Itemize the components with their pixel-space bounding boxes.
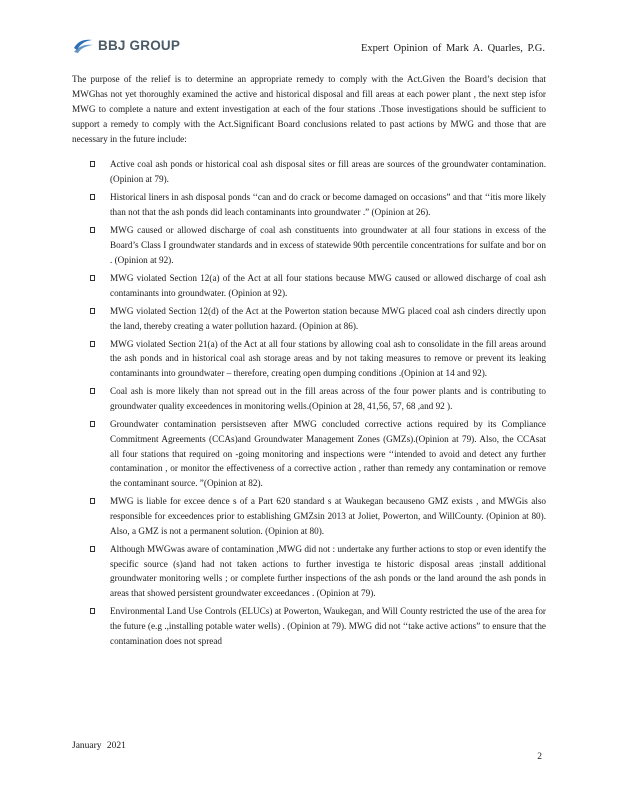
list-item [72,417,546,491]
bullet-icon [90,161,95,167]
list-item-text: Environmental Land Use Controls (ELUCs) at Powerton, Waukegan, and Will County restricted the use of the area for the future (e.g .,installing potable water wells) . (Opinion at 79). MWG did not ‘‘take active actions” to ensure that the contamination does not spread [110,606,546,646]
list-item [72,604,546,648]
logo-text: BBJ GROUP [98,37,181,53]
document-header: Expert Opinion of Mark A. Quarles, P.G. [360,43,545,54]
bullet-icon [90,275,95,281]
list-item [72,157,546,186]
list-item [72,542,546,601]
bullet-icon [90,341,95,347]
company-logo [72,36,180,54]
list-item-text: Active coal ash ponds or historical coal ash disposal sites or fill areas are sources of the groundwater contamination. (Opinion at 79). [110,159,546,185]
bullet-icon [90,194,95,200]
bullet-icon [90,388,95,394]
findings-list [72,157,546,648]
list-item [72,384,546,413]
list-item-text: MWG caused or allowed discharge of coal ash constituents into groundwater at all four stations in excess of the Board’s Class I groundwater standards and in excess of statewide 90th percentile concentrations for sulfate and bor on . (Opinion at 92). [110,225,546,265]
page-number: 2 [537,752,542,762]
list-item-text: MWG is liable for excee dence s of a Part 620 standard s at Waukegan becauseno GMZ exists , and MWGis also responsible for exceedences prior to establishing GMZsin 2013 at Joliet, Powerton, and WillCounty. (Opinion at 80). Also, a GMZ is not a permanent solution. (Opinion at 80). [110,496,546,536]
bullet-icon [90,421,95,427]
document-body [72,72,546,652]
list-item [72,223,546,267]
bbj-logo-icon [72,36,94,54]
bullet-icon [90,608,95,614]
list-item [72,337,546,381]
list-item-text: Although MWGwas aware of contamination ,MWG did not : undertake any further actions to stop or even identify the specific source (s)and had not taken actions to further investiga te historic disposal areas ;install additional groundwater monitoring wells ; or complete further inspections of the ash ponds or the land around the ash ponds in areas that showed persistent groundwater exceedances . (Opinion at 79). [110,543,546,598]
bullet-icon [90,227,95,233]
list-item [72,271,546,300]
list-item-text: MWG violated Section 21(a) of the Act at all four stations by allowing coal ash to consolidate in the fill areas around the ash ponds and in historical coal ash storage areas and by not taking measures to remove or prevent its leaking contaminants into groundwater – therefore, creating open dumping conditions .(Opinion at 14 and 92). [110,338,546,379]
bullet-icon [90,546,95,552]
list-item-text: Historical liners in ash disposal ponds ‘‘can and do crack or become damaged on occasions” and that ‘‘itis more likely than not that the ash ponds did leach contaminants into groundwater .” (Opinion at 26). [110,192,546,218]
list-item-text: Coal ash is more likely than not spread out in the fill areas across of the four power plants and is contributing to groundwater quality exceedences in monitoring wells.(Opinion at 28, 41,56, 57, 68 ,and 92 ). [110,386,546,412]
intro-paragraph: The purpose of the relief is to determine an appropriate remedy to comply with the Act.Given the Board’s decision that MWGhas not yet thoroughly examined the active and historical disposal and fill areas at each power plant , the next step isfor MWG to complete a nature and extent investigation at each of the four stations .Those investigations should be sufficient to support a remedy to comply with the Act.Significant Board conclusions related to past actions by MWG and those that are necessary in the future include: [72,74,546,145]
list-item-text: MWG violated Section 12(d) of the Act at the Powerton station because MWG placed coal ash cinders directly upon the land, thereby creating a water pollution hazard. (Opinion at 86). [110,305,546,331]
list-item [72,494,546,538]
list-item-text: Groundwater contamination persistseven after MWG concluded corrective actions required by its Compliance Commitment Agreements (CCAs)and Groundwater Management Zones (GMZs).(Opinion at 79). Also, the CCAsat all four stations that required on -going monitoring and inspections were ‘‘intended to avoid and detect any further contamination , or monitor the effectiveness of a corrective action , rather than remedy any contamination or remove the contaminant source. ”(Opinion at 82). [110,419,546,489]
bullet-icon [90,498,95,504]
list-item [72,190,546,219]
list-item-text: MWG violated Section 12(a) of the Act at all four stations because MWG caused or allowed discharge of coal ash contaminants into groundwater. (Opinion at 92). [110,272,546,298]
list-item [72,304,546,333]
footer-date: January 2021 [72,741,126,751]
bullet-icon [90,308,95,314]
